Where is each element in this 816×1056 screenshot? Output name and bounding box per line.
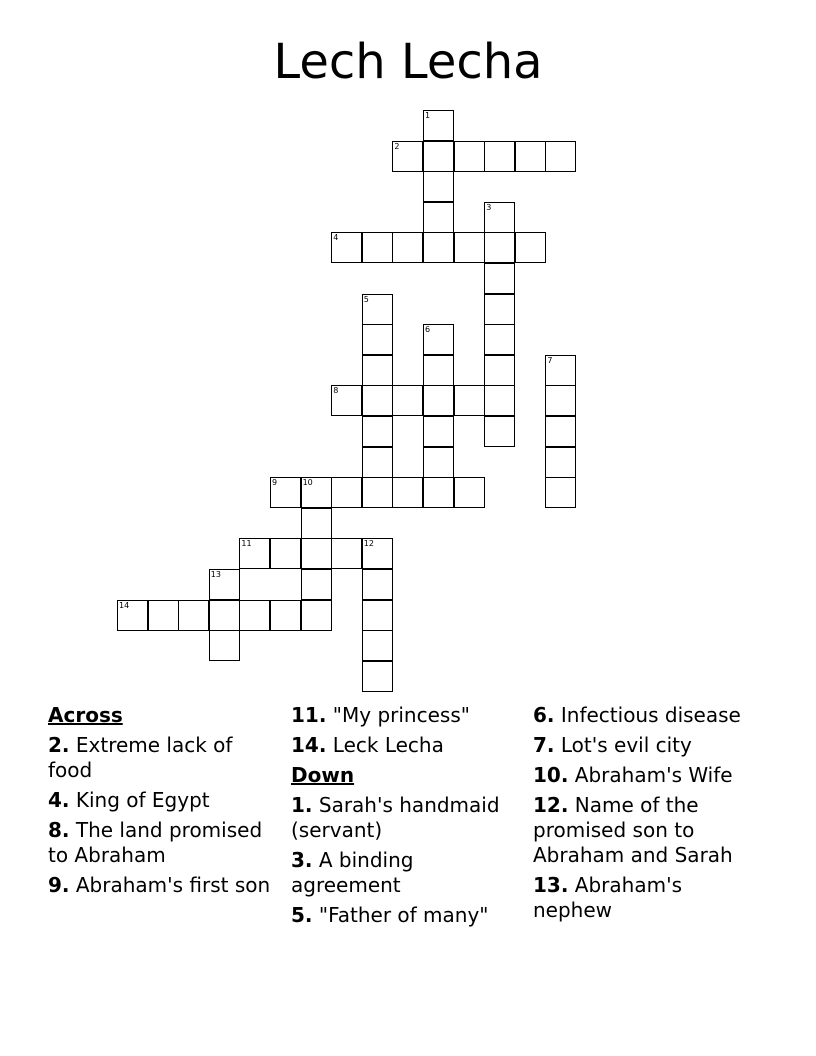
clue-number: 8 — [333, 386, 339, 396]
grid-cell[interactable] — [545, 385, 576, 416]
clue-text: Abraham's Wife — [574, 763, 733, 787]
clue-num: 3. — [291, 848, 313, 872]
grid-cell[interactable] — [331, 477, 362, 508]
clue-item — [533, 873, 763, 923]
clue-item — [291, 848, 521, 898]
grid-cell[interactable] — [423, 232, 454, 263]
grid-cell[interactable] — [454, 385, 485, 416]
grid-cell[interactable] — [148, 600, 179, 631]
clue-num: 13. — [533, 873, 569, 897]
grid-cell[interactable] — [362, 232, 393, 263]
clue-number: 4 — [333, 233, 339, 243]
grid-cell[interactable] — [209, 569, 240, 600]
grid-cell[interactable] — [484, 355, 515, 386]
grid-cell[interactable] — [362, 324, 393, 355]
clue-item — [48, 873, 278, 898]
clue-text: The land promised to Abraham — [48, 818, 263, 867]
grid-cell[interactable] — [301, 600, 332, 631]
clue-number: 11 — [241, 539, 252, 549]
clue-num: 12. — [533, 793, 569, 817]
clue-item — [533, 733, 763, 758]
clue-item — [48, 818, 278, 868]
grid-cell[interactable] — [545, 355, 576, 386]
clue-column-1 — [48, 703, 278, 903]
clue-num: 4. — [48, 788, 70, 812]
clue-number: 3 — [486, 202, 492, 212]
grid-cell[interactable] — [454, 232, 485, 263]
grid-cell[interactable] — [484, 263, 515, 294]
grid-cell[interactable] — [362, 538, 393, 569]
clue-number: 9 — [272, 478, 278, 488]
clue-number: 7 — [547, 355, 553, 365]
grid-cell[interactable] — [484, 324, 515, 355]
clue-num: 6. — [533, 703, 555, 727]
clue-item — [48, 788, 278, 813]
grid-cell[interactable] — [423, 447, 454, 478]
clue-text: Name of the promised son to Abraham and Sarah — [533, 793, 733, 867]
clue-number: 1 — [425, 111, 431, 120]
clue-num: 14. — [291, 733, 327, 757]
grid-cell[interactable] — [484, 141, 515, 172]
clue-item — [291, 733, 521, 758]
grid-cell[interactable] — [117, 600, 148, 631]
clue-text: A binding agreement — [291, 848, 414, 897]
clue-item — [533, 763, 763, 788]
grid-cell[interactable] — [362, 630, 393, 661]
grid-cell[interactable] — [423, 110, 454, 141]
grid-cell[interactable] — [454, 141, 485, 172]
clue-text: Abraham's first son — [75, 873, 271, 897]
grid-cell[interactable] — [484, 202, 515, 233]
grid-cell[interactable] — [331, 385, 362, 416]
grid-cell[interactable] — [301, 538, 332, 569]
grid-cell[interactable] — [392, 141, 423, 172]
puzzle-title: Lech Lecha — [273, 34, 543, 90]
grid-cell[interactable] — [484, 416, 515, 447]
clue-num: 5. — [291, 903, 313, 927]
grid-cell[interactable] — [392, 477, 423, 508]
clue-text: Extreme lack of food — [48, 733, 233, 782]
clue-num: 8. — [48, 818, 70, 842]
grid-cell[interactable] — [178, 600, 209, 631]
grid-cell[interactable] — [423, 202, 454, 233]
clue-column-2 — [291, 703, 521, 933]
grid-cell[interactable] — [545, 141, 576, 172]
clue-num: 1. — [291, 793, 313, 817]
clue-column-3 — [533, 703, 763, 928]
clue-text: Leck Lecha — [332, 733, 444, 757]
grid-cell[interactable] — [454, 477, 485, 508]
grid-cell[interactable] — [209, 630, 240, 661]
grid-cell[interactable] — [270, 538, 301, 569]
clue-text: Abraham's nephew — [533, 873, 682, 922]
grid-cell[interactable] — [301, 477, 332, 508]
clue-item — [48, 733, 278, 783]
clue-num: 9. — [48, 873, 70, 897]
grid-cell[interactable] — [423, 355, 454, 386]
grid-cell[interactable] — [362, 661, 393, 692]
clue-item — [291, 703, 521, 728]
grid-cell[interactable] — [362, 569, 393, 600]
clue-item — [291, 903, 521, 928]
grid-cell[interactable] — [423, 385, 454, 416]
grid-cell[interactable] — [270, 477, 301, 508]
grid-cell[interactable] — [515, 232, 546, 263]
grid-cell[interactable] — [423, 141, 454, 172]
grid-cell[interactable] — [301, 569, 332, 600]
clue-text: Lot's evil city — [560, 733, 692, 757]
grid-cell[interactable] — [331, 232, 362, 263]
grid-cell[interactable] — [239, 600, 270, 631]
clue-item — [533, 793, 763, 868]
grid-cell[interactable] — [362, 385, 393, 416]
clue-item — [291, 793, 521, 843]
grid-cell[interactable] — [362, 600, 393, 631]
grid-cell[interactable] — [362, 416, 393, 447]
grid-cell[interactable] — [545, 477, 576, 508]
clue-number: 6 — [425, 325, 431, 335]
clue-text: "My princess" — [332, 703, 470, 727]
clue-text: King of Egypt — [75, 788, 210, 812]
grid-cell[interactable] — [392, 385, 423, 416]
clue-heading-down: Down — [291, 763, 355, 787]
grid-cell[interactable] — [239, 538, 270, 569]
clue-number: 14 — [119, 600, 130, 610]
grid-cell[interactable] — [392, 232, 423, 263]
clue-text: Sarah's handmaid (servant) — [291, 793, 500, 842]
grid-cell[interactable] — [515, 141, 546, 172]
clue-number: 12 — [363, 539, 374, 549]
grid-cell[interactable] — [423, 324, 454, 355]
grid-cell[interactable] — [362, 355, 393, 386]
grid-cell[interactable] — [209, 600, 240, 631]
grid-cell[interactable] — [423, 171, 454, 202]
clue-item — [533, 703, 763, 728]
grid-cell[interactable] — [362, 294, 393, 325]
grid-cell[interactable] — [545, 416, 576, 447]
clue-number: 5 — [363, 294, 369, 304]
clue-text: Infectious disease — [560, 703, 741, 727]
clue-number: 2 — [394, 141, 400, 151]
clue-num: 7. — [533, 733, 555, 757]
grid-cell[interactable] — [545, 447, 576, 478]
grid-cell[interactable] — [301, 508, 332, 539]
grid-cell[interactable] — [331, 538, 362, 569]
clue-number: 13 — [210, 570, 221, 579]
clue-heading-across: Across — [48, 703, 123, 727]
clue-text: "Father of many" — [318, 903, 489, 927]
clue-num: 10. — [533, 763, 569, 787]
clue-num: 2. — [48, 733, 70, 757]
grid-cell[interactable] — [270, 600, 301, 631]
grid-cell[interactable] — [484, 232, 515, 263]
grid-cell[interactable] — [362, 477, 393, 508]
clue-number: 10 — [302, 478, 313, 488]
grid-cell[interactable] — [423, 477, 454, 508]
grid-cell[interactable] — [484, 385, 515, 416]
grid-cell[interactable] — [484, 294, 515, 325]
grid-cell[interactable] — [362, 447, 393, 478]
grid-cell[interactable] — [423, 416, 454, 447]
clue-num: 11. — [291, 703, 327, 727]
